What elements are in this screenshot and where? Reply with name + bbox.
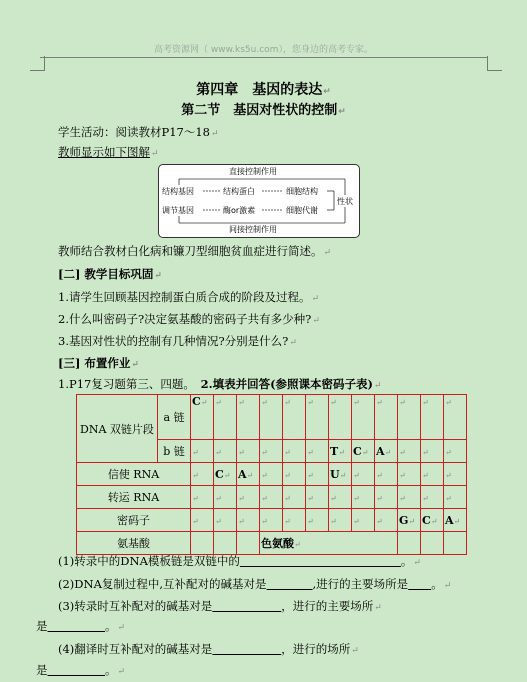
table-cell: ↵ — [214, 486, 237, 509]
table-cell: ↵ — [283, 486, 306, 509]
table-cell — [214, 532, 237, 555]
table-cell: ↵ — [421, 486, 444, 509]
table-cell: ↵ — [191, 509, 214, 532]
table-cell — [237, 532, 260, 555]
table-cell: ↵ — [283, 509, 306, 532]
table-cell: ↵ — [306, 509, 329, 532]
table-cell: ↵ — [283, 440, 306, 463]
table-cell: ↵ — [444, 463, 467, 486]
table-cell: ↵ — [398, 395, 421, 440]
table-cell: ↵ — [444, 440, 467, 463]
cell-structure-label: 细胞结构 — [286, 187, 318, 196]
section-title: 第二节 基因对性状的控制↵ — [181, 103, 346, 118]
section-three-heading: [三] 布置作业↵ — [58, 356, 139, 370]
table-row-a-chain — [77, 395, 467, 440]
gene-expression-table — [76, 394, 467, 555]
table-cell: G↵ — [398, 509, 421, 532]
table-cell: ↵ — [283, 463, 306, 486]
table-cell: ↵ — [260, 509, 283, 532]
table-cell: ↵ — [352, 463, 375, 486]
question-1: 1.请学生回顾基因控制蛋白质合成的阶段及过程。↵ — [58, 290, 320, 304]
table-cell: T↵ — [329, 440, 352, 463]
trait-label: 性状 — [337, 197, 353, 206]
section-two-heading: [二] 教学目标巩固↵ — [58, 267, 162, 281]
fill-question-4: (4)翻译时互补配对的碱基对是 ，进行的场所↵ — [58, 642, 359, 656]
table-cell: ↵ — [352, 509, 375, 532]
homework-line: 1.P17复习题第三、四题。 2.填表并回答(参照课本密码子表)↵ — [58, 377, 382, 391]
table-cell: ↵ — [260, 395, 283, 440]
table-cell — [398, 532, 421, 555]
teacher-show-line: 教师显示如下图解↵ — [58, 145, 159, 159]
table-cell: ↵ — [237, 486, 260, 509]
table-cell — [444, 532, 467, 555]
header-rule — [40, 57, 488, 58]
chapter-title: 第四章 基因的表达↵ — [196, 82, 331, 98]
mrna-label: 信使 RNA — [77, 463, 191, 486]
dna-label-cell: DNA 双链片段 — [77, 395, 158, 463]
table-cell: ↵ — [352, 395, 375, 440]
codon-label: 密码子 — [77, 509, 191, 532]
enzyme-hormone-label: 酶or激素 — [223, 206, 256, 215]
table-cell: ↵ — [237, 509, 260, 532]
table-cell: ↵ — [329, 395, 352, 440]
table-cell: ↵ — [214, 440, 237, 463]
question-2: 2.什么叫密码子?决定氨基酸的密码子共有多少种?↵ — [58, 312, 320, 326]
question-3: 3.基因对性状的控制有几种情况?分别是什么?↵ — [58, 334, 297, 348]
table-cell: ↵ — [421, 463, 444, 486]
table-cell: ↵ — [375, 395, 398, 440]
table-cell: ↵ — [375, 509, 398, 532]
table-cell: ↵ — [214, 509, 237, 532]
table-cell: A↵ — [237, 463, 260, 486]
regulatory-gene-label: 调节基因 — [162, 206, 194, 215]
table-cell: ↵ — [421, 395, 444, 440]
b-chain-label: b 链 — [158, 440, 191, 463]
table-row-mrna — [77, 463, 467, 486]
corner-mark-left — [30, 56, 45, 71]
table-cell: ↵ — [306, 486, 329, 509]
table-cell: U↵ — [329, 463, 352, 486]
table-cell: ↵ — [191, 463, 214, 486]
gene-trait-diagram — [158, 164, 360, 238]
table-cell: ↵ — [398, 463, 421, 486]
table-row-codon — [77, 509, 467, 532]
student-activity-line: 学生活动：阅读教材P17～18↵ — [58, 125, 219, 139]
table-cell: ↵ — [283, 395, 306, 440]
table-cell: ↵ — [444, 486, 467, 509]
direct-control-label: 直接控制作用 — [229, 167, 277, 176]
table-cell: C↵ — [214, 463, 237, 486]
table-cell: A↵ — [444, 509, 467, 532]
indirect-control-label: 间接控制作用 — [229, 225, 277, 234]
fill-question-3-cont: 是 。↵ — [36, 619, 126, 633]
table-cell: ↵ — [191, 486, 214, 509]
teacher-combine-line: 教师结合教材白化病和镰刀型细胞贫血症进行简述。↵ — [58, 244, 332, 258]
page-header: 高考资源网（ www.ks5u.com），您身边的高考专家。 — [154, 45, 373, 55]
structural-gene-label: 结构基因 — [162, 187, 194, 196]
fill-question-1: (1)转录中的DNA模板链是双链中的 。↵ — [58, 554, 421, 568]
table-cell: ↵ — [329, 486, 352, 509]
table-cell: ↵ — [375, 486, 398, 509]
a-chain-label: a 链 — [158, 395, 191, 440]
corner-mark-right — [487, 56, 502, 71]
trna-label: 转运 RNA — [77, 486, 191, 509]
fill-question-2: (2)DNA复制过程中,互补配对的碱基对是 ,进行的主要场所是 。↵ — [58, 577, 452, 591]
table-cell: ↵ — [214, 395, 237, 440]
table-cell: C↵ — [352, 440, 375, 463]
amino-value-cell: 色氨酸↵ — [260, 532, 398, 555]
table-cell: ↵ — [260, 440, 283, 463]
table-cell: C↵ — [191, 395, 214, 440]
table-cell: C↵ — [421, 509, 444, 532]
table-cell: ↵ — [260, 463, 283, 486]
table-cell: ↵ — [237, 395, 260, 440]
table-row-amino-acid — [77, 532, 467, 555]
table-cell: ↵ — [329, 509, 352, 532]
table-row-trna — [77, 486, 467, 509]
table-cell: ↵ — [306, 440, 329, 463]
table-cell: ↵ — [191, 440, 214, 463]
table-cell: ↵ — [237, 440, 260, 463]
table-cell: ↵ — [306, 395, 329, 440]
table-cell: ↵ — [421, 440, 444, 463]
table-cell: A↵ — [375, 440, 398, 463]
table-cell: ↵ — [444, 395, 467, 440]
table-cell: ↵ — [398, 440, 421, 463]
structural-protein-label: 结构蛋白 — [223, 187, 255, 196]
table-cell: ↵ — [398, 486, 421, 509]
table-cell: ↵ — [352, 486, 375, 509]
table-cell — [421, 532, 444, 555]
cell-metabolism-label: 细胞代谢 — [286, 206, 318, 215]
amino-label: 氨基酸 — [77, 532, 191, 555]
fill-question-4-cont: 是 。↵ — [36, 663, 126, 677]
table-cell: ↵ — [260, 486, 283, 509]
table-cell: ↵ — [375, 463, 398, 486]
table-cell: ↵ — [306, 463, 329, 486]
table-cell — [191, 532, 214, 555]
fill-question-3: (3)转录时互补配对的碱基对是 ，进行的主要场所↵ — [58, 599, 382, 613]
